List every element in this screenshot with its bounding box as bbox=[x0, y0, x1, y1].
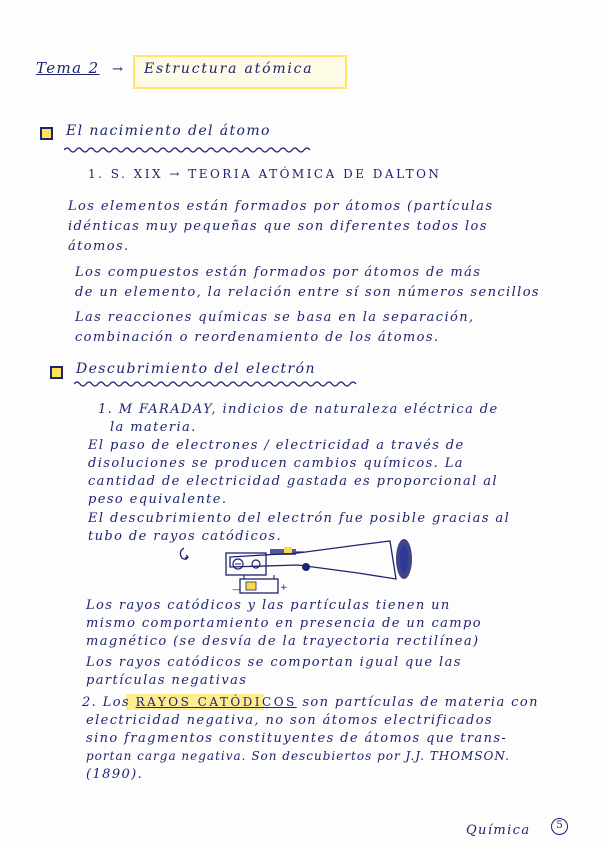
cathode-ray-tube-drawing bbox=[218, 535, 418, 597]
page-title: Estructura atómica bbox=[144, 61, 314, 77]
section1-wavy-underline bbox=[64, 146, 314, 154]
dalton-subheading: 1. S. XIX → TEORIA ATÓMICA DE DALTON bbox=[88, 167, 442, 181]
svg-text:—: — bbox=[232, 585, 241, 595]
rays-line1: Los rayos catódicos y las partículas tienen un bbox=[86, 598, 451, 613]
faraday-line1: 1. M FARADAY, indicios de naturaleza eléctrica de bbox=[98, 402, 499, 417]
cathode-rays-term: RAYOS CATÓDICOS bbox=[135, 695, 297, 709]
thomson-line3: sino fragmentos constituyentes de átomos que trans- bbox=[86, 731, 508, 746]
thomson-rest: son partículas de materia con bbox=[302, 695, 539, 710]
thomson-line4: portan carga negativa. Son descubiertos por J.J. THOMSON. bbox=[86, 749, 510, 763]
svg-text:+: + bbox=[280, 583, 288, 593]
rays-negative-line1: Los rayos catódicos se comportan igual que las bbox=[86, 655, 462, 670]
thomson-line2: electricidad negativa, no son átomos electrificados bbox=[86, 713, 494, 728]
rays-line2: mismo comportamiento en presencia de un campo bbox=[86, 616, 482, 631]
rays-line3: magnético (se desvía de la trayectoria rectilínea) bbox=[86, 634, 480, 649]
section2-wavy-underline bbox=[74, 380, 364, 388]
subject-label: Química bbox=[466, 823, 531, 838]
page-number: 5 bbox=[551, 818, 568, 835]
thomson-line1 bbox=[82, 695, 539, 710]
tema-label: Tema 2 bbox=[36, 59, 100, 77]
rays-negative-line2: partículas negativas bbox=[86, 673, 248, 688]
title-arrow: → bbox=[112, 62, 125, 77]
electrolysis-line2: disoluciones se producen cambios químicos. La bbox=[88, 456, 464, 471]
para1-line1: Los elementos están formados por átomos (partículas bbox=[68, 199, 494, 214]
para2-line2: de un elemento, la relación entre sí son números sencillos bbox=[75, 285, 540, 300]
section-bullet-2 bbox=[50, 366, 63, 379]
electrolysis-line4: peso equivalente. bbox=[88, 492, 228, 507]
section2-heading: Descubrimiento del electrón bbox=[76, 361, 316, 377]
para2-line1: Los compuestos están formados por átomos de más bbox=[75, 265, 482, 280]
discovery-line2: tubo de rayos catódicos. bbox=[88, 529, 283, 544]
electrolysis-line3: cantidad de electricidad gastada es proporcional al bbox=[88, 474, 498, 489]
electrolysis-line1: El paso de electrones / electricidad a través de bbox=[88, 438, 465, 453]
para3-line2: combinación o reordenamiento de los átomos. bbox=[75, 330, 440, 345]
discovery-line1: El descubrimiento del electrón fue posible gracias al bbox=[88, 511, 511, 526]
section1-heading: El nacimiento del átomo bbox=[66, 123, 271, 139]
para3-line1: Las reacciones químicas se basa en la separación, bbox=[75, 310, 475, 325]
arrow-hook-icon bbox=[176, 546, 192, 564]
para1-line3: átomos. bbox=[68, 239, 130, 254]
section-bullet-1 bbox=[40, 127, 53, 140]
para1-line2: idénticas muy pequeñas que son diferentes todos los bbox=[68, 219, 488, 234]
thomson-line5: (1890). bbox=[86, 767, 144, 782]
faraday-line2: la materia. bbox=[110, 420, 197, 435]
thomson-prefix: 2. Los bbox=[82, 695, 131, 710]
